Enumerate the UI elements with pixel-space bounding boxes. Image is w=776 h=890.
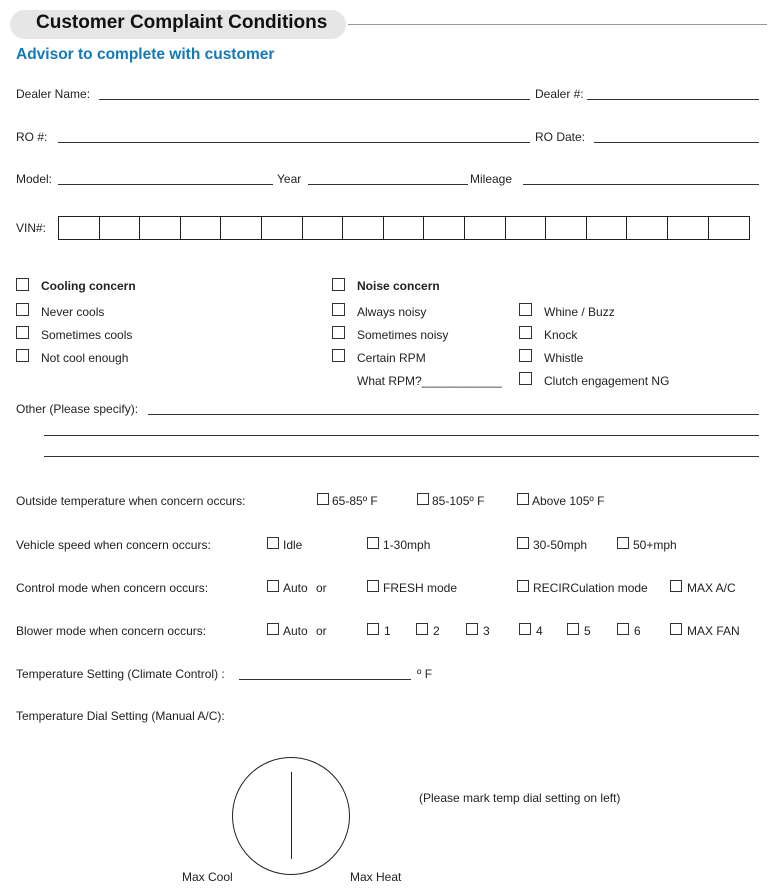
never-cools-label: Never cools xyxy=(41,305,105,319)
year-label: Year xyxy=(277,172,302,186)
vin-cell[interactable] xyxy=(59,217,100,239)
max-cool-label: Max Cool xyxy=(182,870,233,884)
vin-cell[interactable] xyxy=(221,217,262,239)
certain-rpm-label: Certain RPM xyxy=(357,351,426,365)
ro-date-field[interactable] xyxy=(594,142,759,143)
blower-auto-label: Auto xyxy=(283,624,308,638)
dealer-name-label: Dealer Name: xyxy=(16,87,91,101)
mileage-field[interactable] xyxy=(523,184,759,185)
blower-auto-checkbox[interactable] xyxy=(267,623,279,635)
blower-4-label: 4 xyxy=(536,624,543,638)
vin-cell[interactable] xyxy=(343,217,384,239)
max-heat-label: Max Heat xyxy=(350,870,402,884)
vin-label: VIN#: xyxy=(16,221,47,235)
dealer-number-label: Dealer #: xyxy=(535,87,584,101)
whine-buzz-label: Whine / Buzz xyxy=(544,305,615,319)
what-rpm-field[interactable]: What RPM?____________ xyxy=(357,374,502,388)
temp-setting-unit: º F xyxy=(417,667,433,681)
recirc-mode-checkbox[interactable] xyxy=(517,580,529,592)
speed-50-plus-label: 50+mph xyxy=(633,538,677,552)
ro-number-field[interactable] xyxy=(58,142,530,143)
outside-temp-label: Outside temperature when concern occurs: xyxy=(16,494,246,508)
control-auto-checkbox[interactable] xyxy=(267,580,279,592)
recirc-mode-label: RECIRCulation mode xyxy=(533,581,648,595)
blower-1-label: 1 xyxy=(384,624,391,638)
noise-concern-checkbox[interactable] xyxy=(332,278,345,291)
knock-checkbox[interactable] xyxy=(519,326,532,339)
max-fan-label: MAX FAN xyxy=(687,624,740,638)
speed-idle-label: Idle xyxy=(283,538,303,552)
temp-dial-note: (Please mark temp dial setting on left) xyxy=(419,791,621,805)
temp-65-85-checkbox[interactable] xyxy=(317,493,329,505)
sometimes-noisy-checkbox[interactable] xyxy=(332,326,345,339)
control-or-label: or xyxy=(316,581,327,595)
not-cool-enough-label: Not cool enough xyxy=(41,351,129,365)
max-fan-checkbox[interactable] xyxy=(670,623,682,635)
fresh-mode-checkbox[interactable] xyxy=(367,580,379,592)
speed-50-plus-checkbox[interactable] xyxy=(617,537,629,549)
max-ac-checkbox[interactable] xyxy=(670,580,682,592)
control-auto-label: Auto xyxy=(283,581,308,595)
cooling-concern-checkbox[interactable] xyxy=(16,278,29,291)
always-noisy-checkbox[interactable] xyxy=(332,303,345,316)
clutch-engagement-checkbox[interactable] xyxy=(519,372,532,385)
blower-1-checkbox[interactable] xyxy=(367,623,379,635)
never-cools-checkbox[interactable] xyxy=(16,303,29,316)
blower-6-label: 6 xyxy=(634,624,641,638)
vin-cell[interactable] xyxy=(587,217,628,239)
vin-cell[interactable] xyxy=(709,217,750,239)
temp-above-105-checkbox[interactable] xyxy=(517,493,529,505)
dealer-number-field[interactable] xyxy=(587,99,759,100)
vin-cell[interactable] xyxy=(506,217,547,239)
model-label: Model: xyxy=(16,172,53,186)
blower-5-label: 5 xyxy=(584,624,591,638)
vin-cell[interactable] xyxy=(627,217,668,239)
noise-concern-heading: Noise concern xyxy=(357,279,440,293)
vin-cell[interactable] xyxy=(181,217,222,239)
max-ac-label: MAX A/C xyxy=(687,581,736,595)
vin-cell[interactable] xyxy=(140,217,181,239)
certain-rpm-checkbox[interactable] xyxy=(332,349,345,362)
vin-cell[interactable] xyxy=(424,217,465,239)
title-rule xyxy=(348,24,767,25)
other-specify-line-3[interactable] xyxy=(44,456,759,457)
clutch-engagement-label: Clutch engagement NG xyxy=(544,374,670,388)
speed-1-30-label: 1-30mph xyxy=(383,538,431,552)
blower-5-checkbox[interactable] xyxy=(567,623,579,635)
mileage-label: Mileage xyxy=(470,172,513,186)
vin-cell[interactable] xyxy=(384,217,425,239)
model-field[interactable] xyxy=(58,184,273,185)
other-specify-line-2[interactable] xyxy=(44,435,759,436)
speed-30-50-checkbox[interactable] xyxy=(517,537,529,549)
knock-label: Knock xyxy=(544,328,578,342)
speed-30-50-label: 30-50mph xyxy=(533,538,588,552)
temp-65-85-label: 65-85º F xyxy=(332,494,378,508)
temp-setting-field[interactable] xyxy=(239,679,411,680)
blower-or-label: or xyxy=(316,624,327,638)
sometimes-cools-label: Sometimes cools xyxy=(41,328,133,342)
blower-mode-label: Blower mode when concern occurs: xyxy=(16,624,207,638)
speed-idle-checkbox[interactable] xyxy=(267,537,279,549)
whistle-checkbox[interactable] xyxy=(519,349,532,362)
vin-cell[interactable] xyxy=(668,217,709,239)
vin-cell[interactable] xyxy=(100,217,141,239)
sometimes-noisy-label: Sometimes noisy xyxy=(357,328,449,342)
speed-1-30-checkbox[interactable] xyxy=(367,537,379,549)
temp-dial-needle xyxy=(291,772,292,859)
other-specify-line-1[interactable] xyxy=(148,414,759,415)
vin-cell[interactable] xyxy=(465,217,506,239)
sometimes-cools-checkbox[interactable] xyxy=(16,326,29,339)
blower-2-label: 2 xyxy=(433,624,440,638)
ro-date-label: RO Date: xyxy=(535,130,586,144)
temp-85-105-label: 85-105º F xyxy=(432,494,485,508)
blower-2-checkbox[interactable] xyxy=(416,623,428,635)
whine-buzz-checkbox[interactable] xyxy=(519,303,532,316)
page-subtitle: Advisor to complete with customer xyxy=(16,46,275,63)
whistle-label: Whistle xyxy=(544,351,584,365)
vin-cell[interactable] xyxy=(303,217,344,239)
temp-dial-label: Temperature Dial Setting (Manual A/C): xyxy=(16,709,225,723)
not-cool-enough-checkbox[interactable] xyxy=(16,349,29,362)
year-field[interactable] xyxy=(308,184,468,185)
temp-above-105-label: Above 105º F xyxy=(532,494,605,508)
ro-number-label: RO #: xyxy=(16,130,48,144)
blower-3-label: 3 xyxy=(483,624,490,638)
dealer-name-field[interactable] xyxy=(99,99,530,100)
other-specify-label: Other (Please specify): xyxy=(16,402,139,416)
always-noisy-label: Always noisy xyxy=(357,305,427,319)
blower-4-checkbox[interactable] xyxy=(519,623,531,635)
vin-cell[interactable] xyxy=(262,217,303,239)
page-title: Customer Complaint Conditions xyxy=(36,12,328,33)
blower-6-checkbox[interactable] xyxy=(617,623,629,635)
temp-setting-label: Temperature Setting (Climate Control) : xyxy=(16,667,225,681)
vin-boxes xyxy=(58,216,750,240)
vin-cell[interactable] xyxy=(546,217,587,239)
fresh-mode-label: FRESH mode xyxy=(383,581,458,595)
cooling-concern-heading: Cooling concern xyxy=(41,279,136,293)
temp-85-105-checkbox[interactable] xyxy=(417,493,429,505)
blower-3-checkbox[interactable] xyxy=(466,623,478,635)
control-mode-label: Control mode when concern occurs: xyxy=(16,581,209,595)
vehicle-speed-label: Vehicle speed when concern occurs: xyxy=(16,538,211,552)
